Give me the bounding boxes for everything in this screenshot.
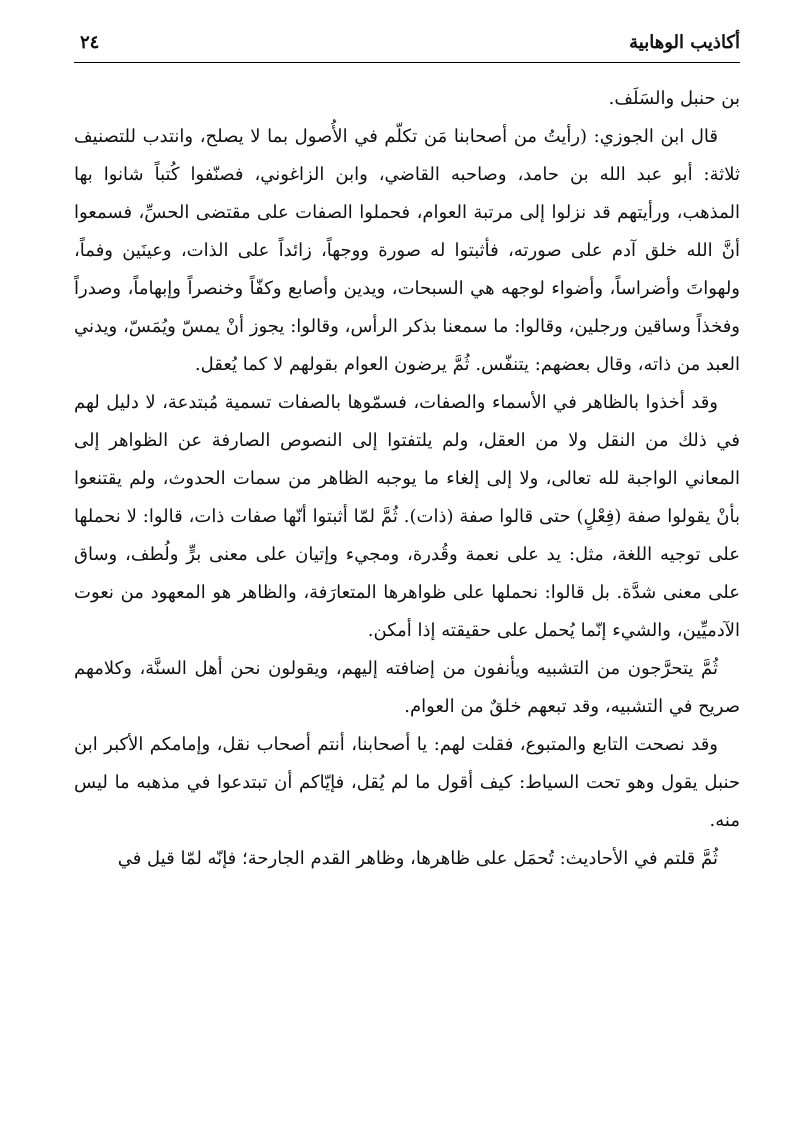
paragraph: ثُمَّ يتحرَّجون من التشبيه ويأنفون من إضافته إليهم، ويقولون نحن أهل السنَّة، وكلامهم صريح في التشبيه، وقد تبعهم خلقٌ من العوام. <box>74 658 740 717</box>
page-header <box>74 28 740 60</box>
header-divider <box>74 62 740 63</box>
paragraph: وقد أخذوا بالظاهر في الأسماء والصفات، فسمّوها بالصفات تسمية مُبتدعة، لا دليل لهم في ذلك من النقل ولا من العقل، ولم يلتفتوا إلى النصوص الصارفة عن الظواهر إلى المعاني الواجبة لله تعالى، ولا إلى إلغاء ما يوجبه الظاهر من سمات الحدوث، ولم يقتنعوا بأنْ يقولوا صفة (فِعْلٍ) حتى قالوا صفة (ذات). ثُمَّ لمّا أثبتوا أنّها صفات ذات، قالوا: لا نحملها على توجيه اللغة، مثل: يد على نعمة وقُدرة، ومجيء وإتيان على معنى برٍّ ولُطف، وساق على معنى شدَّة. بل قالوا: نحملها على ظواهرها المتعارَفة، والظاهر هو المعهود من نعوت الآدميِّين، والشيء إنّما يُحمل على حقيقته إذا أمكن. <box>74 392 740 641</box>
body-text <box>74 80 740 878</box>
paragraph: وقد نصحت التابع والمتبوع، فقلت لهم: يا أصحابنا، أنتم أصحاب نقل، وإمامكم الأكبر ابن حنبل يقول وهو تحت السياط: كيف أقول ما لم يُقل، فإيّاكم أن تبتدعوا في مذهبه ما ليس منه. <box>74 734 740 831</box>
paragraph-quote: قال ابن الجوزي: (رأيتُ من أصحابنا مَن تكلّم في الأُصول بما لا يصلح، وانتدب للتصنيف ثلاثة: أبو عبد الله بن حامد، وصاحبه القاضي، وابن الزاغوني، فصنّفوا كُتباً شانوا بها المذهب، ورأيتهم قد نزلوا إلى مرتبة العوام، فحملوا الصفات على مقتضى الحسِّ، فسمعوا أنَّ الله خلق آدم على صورته، فأثبتوا له صورة ووجهاً، زائداً على الذات، وعينَين وفماً، ولهواتَ وأضراساً، وأضواء لوجهه هي السبحات، ويدين وأصابع وكفّاً وخنصراً وإبهاماً، وصدراً وفخذاً وساقين ورجلين، وقالوا: ما سمعنا بذكر الرأس، وقالوا: يجوز أنْ يمسّ ويُمَسّ، ويدني العبد من ذاته، وقال بعضهم: يتنفّس. ثُمَّ يرضون العوام بقولهم لا كما يُعقل. <box>74 126 741 375</box>
page-number: ٢٤ <box>80 32 100 53</box>
paragraph-continuation: بن حنبل والسَلَف. <box>608 88 740 109</box>
running-title: أكاذيب الوهابية <box>629 32 740 53</box>
paragraph: ثُمَّ قلتم في الأحاديث: تُحمَل على ظاهرها، وظاهر القدم الجارحة؛ فإنّه لمّا قيل في <box>117 848 718 869</box>
